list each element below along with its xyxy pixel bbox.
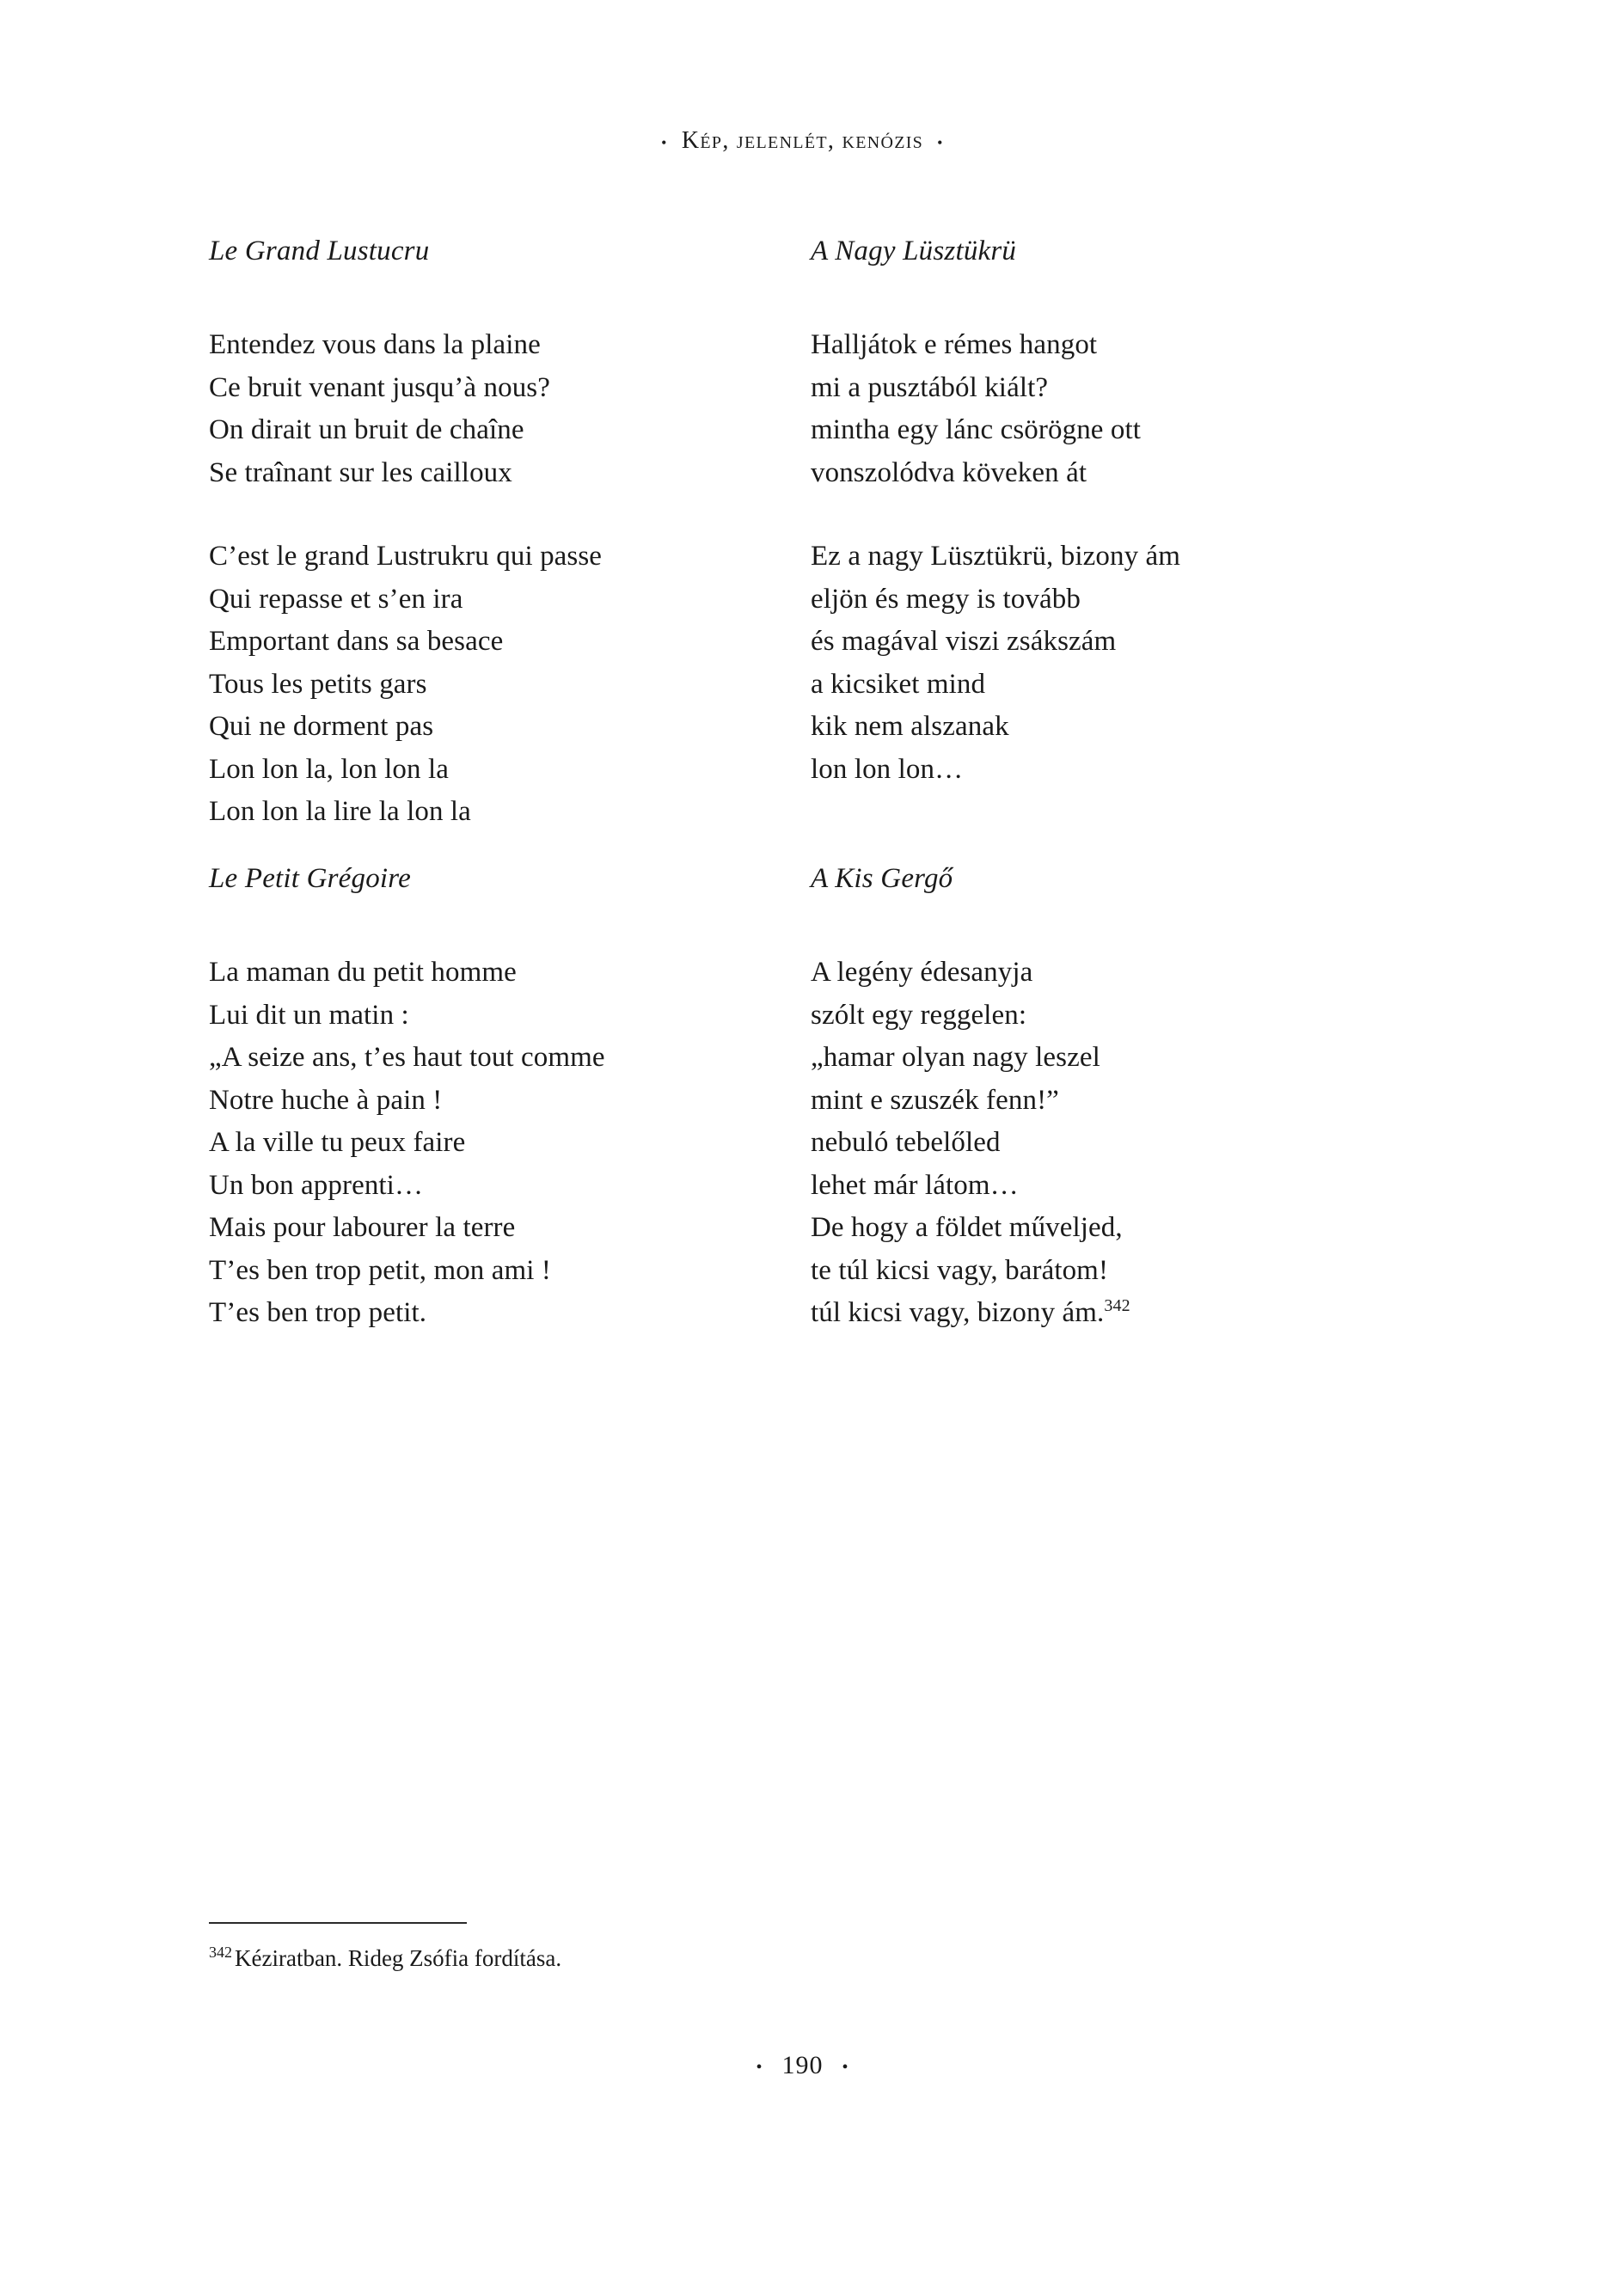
poem-line: Emportant dans sa besace <box>209 626 504 657</box>
poem-line: mintha egy lánc csörögne ott <box>811 414 1142 445</box>
poem-line: T’es ben trop petit, mon ami ! <box>209 1254 551 1286</box>
poem-column-french-1 <box>209 230 793 834</box>
poem-line: mint e szuszék fenn!” <box>811 1084 1059 1116</box>
spacer <box>209 494 793 536</box>
poem-line: Ez a nagy Lüsztükrü, bizony ám <box>811 541 1181 572</box>
poem-line: Halljátok e rémes hangot <box>811 329 1098 360</box>
poem-title-hungarian-2: A Kis Gergő <box>811 863 953 894</box>
stanza-french-1-2 <box>209 536 793 834</box>
poem-line: kik nem alszanak <box>811 711 1009 742</box>
poem-title-hungarian-1: A Nagy Lüsztükrü <box>811 236 1017 266</box>
spacer <box>209 900 793 952</box>
poem-line: Mais pour labourer la terre <box>209 1212 516 1243</box>
folio-bullet-left-icon: • <box>756 2057 763 2077</box>
poem-title-french-2: Le Petit Grégoire <box>209 863 411 894</box>
poem-line-text: túl kicsi vagy, bizony ám. <box>811 1297 1105 1328</box>
spacer <box>811 272 1378 324</box>
poem-line: T’es ben trop petit. <box>209 1297 427 1328</box>
poem-column-hungarian-1 <box>811 230 1378 791</box>
poem-line: Ce bruit venant jusqu’à nous? <box>209 371 550 403</box>
spacer <box>209 272 793 324</box>
poem-line: La maman du petit homme <box>209 957 517 988</box>
bullet-left-icon: • <box>661 133 668 151</box>
poem-line: Qui repasse et s’en ira <box>209 583 463 615</box>
page-folio <box>0 2051 1605 2080</box>
folio-bullet-right-icon: • <box>842 2057 849 2077</box>
poem-line: mi a pusztából kiált? <box>811 371 1049 403</box>
poem-block-gregoire <box>209 858 1395 1460</box>
stanza-french-2-1 <box>209 952 793 1335</box>
stanza-french-1-1 <box>209 324 793 494</box>
stanza-hungarian-1-2 <box>811 536 1378 791</box>
poem-line: A legény édesanyja <box>811 957 1033 988</box>
poem-line: De hogy a földet műveljed, <box>811 1212 1123 1243</box>
poem-line: nebuló tebelőled <box>811 1127 1001 1158</box>
footnote-separator-rule <box>209 1922 467 1924</box>
poem-line: és magával viszi zsákszám <box>811 626 1117 657</box>
poem-line: On dirait un bruit de chaîne <box>209 414 524 445</box>
poem-line: „A seize ans, t’es haut tout comme <box>209 1042 605 1073</box>
poem-line: Lon lon la, lon lon la <box>209 753 449 785</box>
footnote-entry <box>209 1943 983 1974</box>
footnote-number: 342 <box>209 1944 232 1961</box>
footnote-reference[interactable]: 342 <box>1104 1296 1130 1315</box>
poem-line: Un bon apprenti… <box>209 1169 424 1201</box>
poem-line: Tous les petits gars <box>209 668 427 700</box>
poem-block-lustucru <box>209 230 1395 827</box>
running-head-title: Kép, jelenlét, kenózis <box>681 127 924 154</box>
footnote-section <box>209 1922 983 1974</box>
poem-line: Lui dit un matin : <box>209 999 409 1031</box>
poem-line: C’est le grand Lustrukru qui passe <box>209 541 603 572</box>
poem-line: a kicsiket mind <box>811 668 986 700</box>
poem-line: Se traînant sur les cailloux <box>209 456 512 488</box>
poem-line: lon lon lon… <box>811 753 964 785</box>
poem-line: Qui ne dorment pas <box>209 711 434 742</box>
stanza-hungarian-1-1 <box>811 324 1378 494</box>
poem-line: te túl kicsi vagy, barátom! <box>811 1254 1109 1286</box>
poem-line: szólt egy reggelen: <box>811 999 1027 1031</box>
running-head <box>0 127 1605 155</box>
spacer <box>811 900 1378 952</box>
poem-line: Lon lon la lire la lon la <box>209 796 471 827</box>
page-number: 190 <box>781 2051 824 2079</box>
poem-line: Notre huche à pain ! <box>209 1084 443 1116</box>
poem-line: lehet már látom… <box>811 1169 1019 1201</box>
stanza-hungarian-2-1 <box>811 952 1378 1335</box>
footnote-body: Kéziratban. Rideg Zsófia fordítása. <box>235 1945 562 1971</box>
poem-line: eljön és megy is tovább <box>811 583 1081 615</box>
spacer <box>811 494 1378 536</box>
poem-column-french-2 <box>209 858 793 1335</box>
poem-line: Entendez vous dans la plaine <box>209 329 541 360</box>
poem-line <box>811 1292 1378 1335</box>
poem-line: vonszolódva köveken át <box>811 456 1087 488</box>
poem-title-french-1: Le Grand Lustucru <box>209 236 430 266</box>
poem-line: „hamar olyan nagy leszel <box>811 1042 1100 1073</box>
poem-line: A la ville tu peux faire <box>209 1127 466 1158</box>
poem-area <box>209 230 1395 1460</box>
poem-column-hungarian-2 <box>811 858 1378 1335</box>
bullet-right-icon: • <box>937 133 944 151</box>
